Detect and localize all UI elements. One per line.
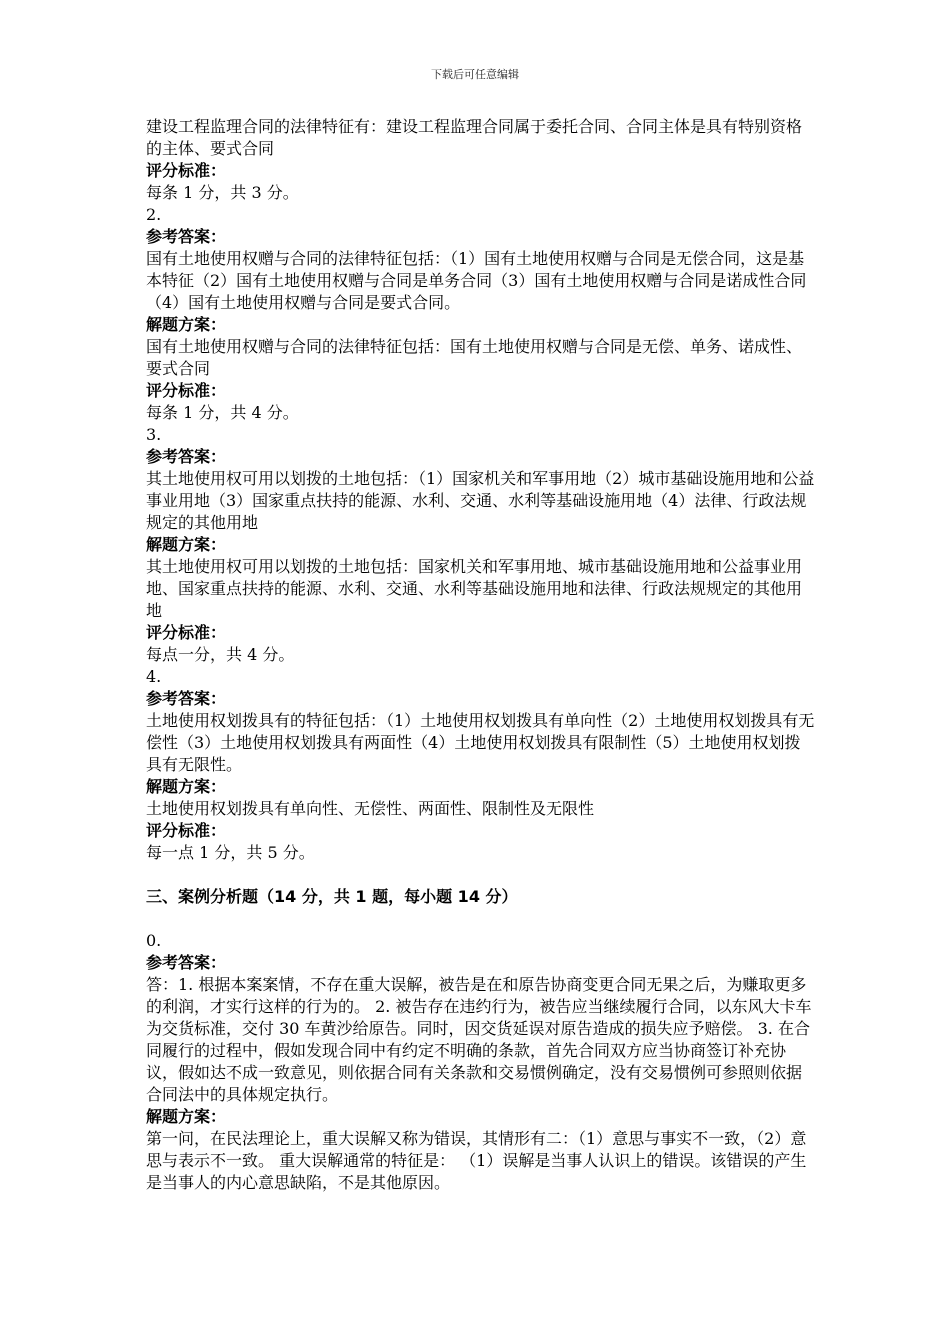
- field-label: 参考答案：: [146, 447, 227, 466]
- field-label: 解题方案：: [146, 315, 227, 334]
- paragraph: 土地使用权划拨具有的特征包括：（1）土地使用权划拨具有单向性（2）土地使用权划拨具有无偿性（3）土地使用权划拨具有两面性（4）土地使用权划拨具有限制性（5）土地使用权划拨具有无限性。: [146, 711, 815, 774]
- paragraph: 第一问，在民法理论上，重大误解又称为错误，其情形有二：（1）意思与事实不一致，（2）意思与表示不一致。 重大误解通常的特征是： （1）误解是当事人认识上的错误。该错误的产生是当事人的内心意思缺陷，不是其他原因。: [146, 1129, 807, 1192]
- paragraph: 建设工程监理合同的法律特征有：建设工程监理合同属于委托合同、合同主体是具有特别资格的主体、要式合同: [146, 117, 803, 158]
- field-label: 评分标准：: [146, 623, 227, 642]
- question-number: 4.: [146, 667, 162, 686]
- field-label: 参考答案：: [146, 227, 227, 246]
- field-label: 解题方案：: [146, 1107, 227, 1126]
- question-number: 2.: [146, 205, 162, 224]
- paragraph: 其土地使用权可用以划拨的土地包括：（1）国家机关和军事用地（2）城市基础设施用地和公益事业用地（3）国家重点扶持的能源、水利、交通、水利等基础设施用地（4）法律、行政法规规定的其他用地: [146, 469, 815, 532]
- paragraph: 每点一分，共 4 分。: [146, 645, 295, 664]
- question-number: 0.: [146, 931, 162, 950]
- question-number: 3.: [146, 425, 162, 444]
- field-label: 评分标准：: [146, 161, 227, 180]
- field-label: 评分标准：: [146, 381, 227, 400]
- page-header: 下载后可任意编辑: [431, 68, 519, 81]
- paragraph: 每条 1 分，共 4 分。: [146, 403, 299, 422]
- paragraph: 每一点 1 分，共 5 分。: [146, 843, 315, 862]
- paragraph: 其土地使用权可用以划拨的土地包括：国家机关和军事用地、城市基础设施用地和公益事业用地、国家重点扶持的能源、水利、交通、水利等基础设施用地和法律、行政法规规定的其他用地: [146, 557, 803, 620]
- section-heading: 三、案例分析题（14 分，共 1 题，每小题 14 分）: [146, 887, 518, 906]
- field-label: 参考答案：: [146, 953, 227, 972]
- field-label: 解题方案：: [146, 535, 227, 554]
- field-label: 参考答案：: [146, 689, 227, 708]
- paragraph: 国有土地使用权赠与合同的法律特征包括：（1）国有土地使用权赠与合同是无偿合同，这是基本特征（2）国有土地使用权赠与合同是单务合同（3）国有土地使用权赠与合同是诺成性合同（4）国有土地使用权赠与合同是要式合同。: [146, 249, 807, 312]
- paragraph: 土地使用权划拨具有单向性、无偿性、两面性、限制性及无限性: [146, 799, 595, 818]
- paragraph: 国有土地使用权赠与合同的法律特征包括：国有土地使用权赠与合同是无偿、单务、诺成性、要式合同: [146, 337, 803, 378]
- document-body: [146, 116, 816, 1194]
- field-label: 评分标准：: [146, 821, 227, 840]
- paragraph: 答：1. 根据本案案情，不存在重大误解，被告是在和原告协商变更合同无果之后，为赚取更多的利润，才实行这样的行为的。 2. 被告存在违约行为，被告应当继续履行合同，以东风大卡车为交货标准，交付 30 车黄沙给原告。同时，因交货延误对原告造成的损失应予赔偿。 3. 在合同履行的过程中，假如发现合同中有约定不明确的条款，首先合同双方应当协商签订补充协议，假如达不成一致意见，则依据合同有关条款和交易惯例确定，没有交易惯例可参照则依据合同法中的具体规定执行。: [146, 975, 812, 1104]
- field-label: 解题方案：: [146, 777, 227, 796]
- paragraph: 每条 1 分，共 3 分。: [146, 183, 299, 202]
